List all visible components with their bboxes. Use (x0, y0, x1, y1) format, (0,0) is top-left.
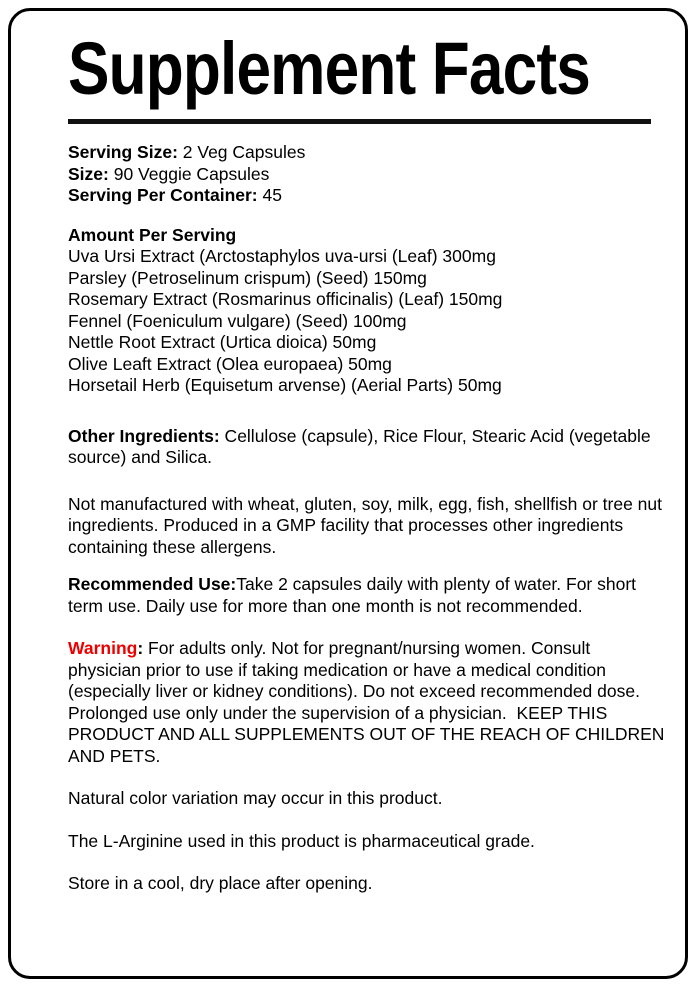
note-l-arginine: The L-Arginine used in this product is pharmaceutical grade. (68, 830, 535, 851)
ingredient-row: Nettle Root Extract (Urtica dioica) 50mg (68, 332, 377, 352)
size-value: 90 Veggie Capsules (108, 163, 270, 184)
note-storage: Store in a cool, dry place after opening. (68, 873, 373, 893)
allergen-statement: Not manufactured with wheat, gluten, soy, milk, egg, fish, shellfish or tree nut ingredients. Produced in a GMP facility that processes other ingredients containing these allergens. (68, 493, 662, 557)
serving-size-label: Serving Size: (68, 142, 178, 162)
size-label: Size: (68, 163, 109, 184)
ingredient-row: Uva Ursi Extract (Arctostaphylos uva-ursi (Leaf) 300mg (68, 246, 496, 266)
recommended-use-section (68, 574, 668, 617)
amount-per-serving-section (68, 225, 668, 397)
label-title: Supplement Facts (68, 27, 590, 110)
size-row (68, 164, 668, 186)
ingredient-row: Fennel (Foeniculum vulgare) (Seed) 100mg (68, 310, 407, 331)
serving-size-row (68, 142, 668, 164)
recommended-use-value: Take 2 capsules daily with plenty of water. For short term use. Daily use for more than one month is not recommended. (68, 574, 637, 616)
supplement-label-frame (8, 8, 688, 979)
other-ingredients-label: Other Ingredients: (68, 425, 220, 446)
warning-text: For adults only. Not for pregnant/nursing women. Consult physician prior to use if taking medication or have a medical condition (especially liver or kidney conditions). Do not exceed recommended dose. Prolonged use only under the supervision of a physician. KEEP THIS PRODUCT AND ALL SUPPLEMENTS OUT OF THE REACH OF CHILDREN AND PETS. (68, 638, 669, 766)
warning-section (68, 638, 668, 767)
serving-size-value: 2 Veg Capsules (177, 142, 306, 162)
ingredient-row: Parsley (Petroselinum crispum) (Seed) 150mg (68, 267, 427, 288)
recommended-use-label: Recommended Use: (68, 574, 237, 594)
label-body (68, 142, 668, 895)
servings-per-container-value: 45 (257, 185, 282, 205)
servings-per-container-row (68, 185, 668, 207)
other-ingredients-section (68, 426, 668, 469)
servings-per-container-label: Serving Per Container: (68, 185, 258, 205)
serving-info-section (68, 142, 668, 207)
warning-colon: : (137, 638, 144, 658)
title-underline-rule (68, 119, 651, 124)
amount-per-serving-header: Amount Per Serving (68, 224, 237, 245)
ingredient-row: Rosemary Extract (Rosmarinus officinalis) (Leaf) 150mg (68, 289, 503, 309)
ingredient-row: Olive Leaft Extract (Olea europaea) 50mg (68, 353, 392, 374)
note-color-variation: Natural color variation may occur in this product. (68, 788, 443, 808)
warning-label: Warning (68, 638, 138, 658)
ingredient-row: Horsetail Herb (Equisetum arvense) (Aerial Parts) 50mg (68, 375, 502, 395)
other-ingredients-value: Cellulose (capsule), Rice Flour, Stearic Acid (vegetable source) and Silica. (68, 425, 651, 467)
